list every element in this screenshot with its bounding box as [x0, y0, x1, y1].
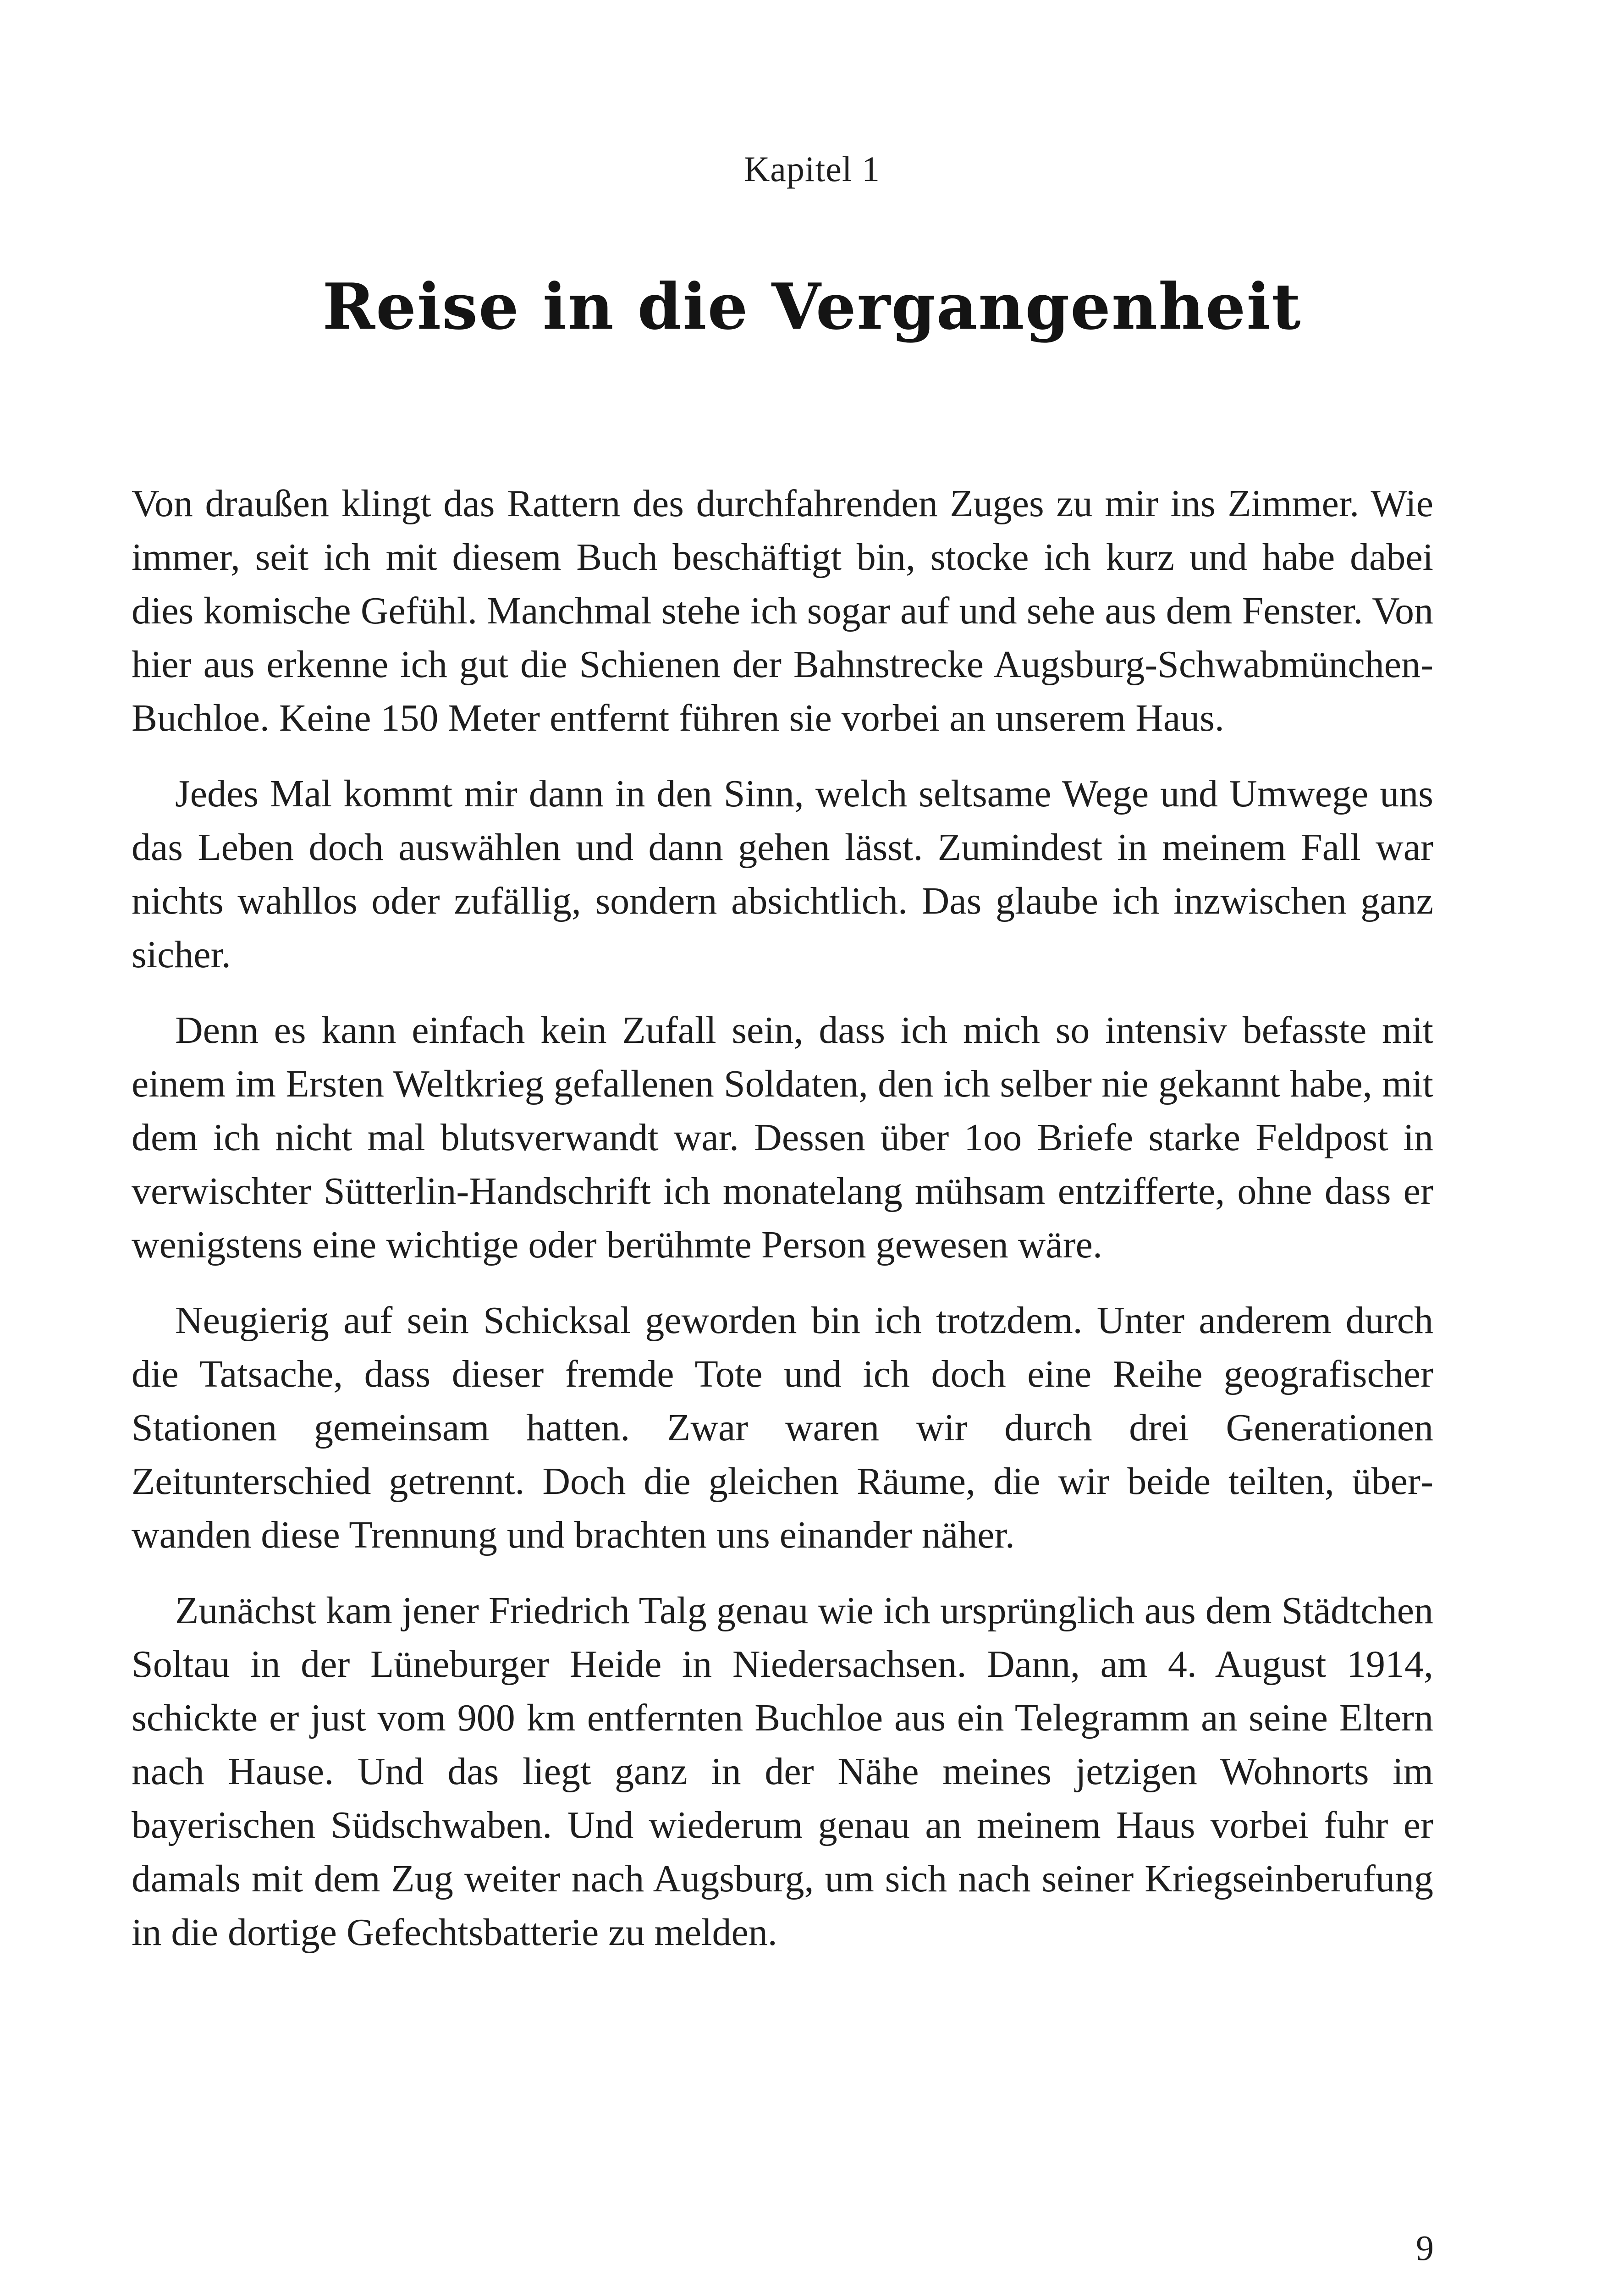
paragraph: Neugierig auf sein Schicksal geworden bin ich trotzdem. Unter anderem durch die Tatsache, dass dieser fremde Tote und ich doch eine Reihe geografischer Stationen gemeinsam hatten. Zwar waren wir durch drei Generationen Zeitunterschied getrennt. Doch die gleichen Räume, die wir beide teilten, überwanden diese Trennung und brachten uns einander näher.: [132, 1299, 1433, 1556]
paragraph: Denn es kann einfach kein Zufall sein, dass ich mich so intensiv befasste mit einem im Ersten Weltkrieg gefallenen Soldaten, den ich selber nie gekannt habe, mit dem ich nicht mal blutsverwandt war. Dessen über 1oo Briefe starke Feldpost in verwischter Sütterlin-Handschrift ich monatelang mühsam entzifferte, ohne dass er wenigstens eine wichtige oder berühmte Person gewesen wäre.: [132, 1009, 1433, 1266]
paragraph: Jedes Mal kommt mir dann in den Sinn, welch seltsame Wege und Umwege uns das Leben doch auswählen und dann gehen lässt. Zumindest in meinem Fall war nichts wahllos oder zufällig, sondern absichtlich. Das glaube ich inzwischen ganz sicher.: [132, 772, 1433, 976]
chapter-title: Reise in die Vergangenheit: [322, 269, 1302, 344]
body-text: [132, 477, 1433, 1981]
paragraph: Von draußen klingt das Rattern des durchfahrenden Zuges zu mir ins Zimmer. Wie immer, seit ich mit diesem Buch beschäftigt bin, stocke ich kurz und habe dabei dies komische Gefühl. Manchmal stehe ich sogar auf und sehe aus dem Fenster. Von hier aus erkenne ich gut die Schienen der Bahnstrecke Augsburg-Schwabmünchen-Buchloe. Keine 150 Meter entfernt führen sie vorbei an unserem Haus.: [132, 482, 1433, 739]
paragraph: Zunächst kam jener Friedrich Talg genau wie ich ursprünglich aus dem Städtchen Soltau in der Lüneburger Heide in Niedersachsen. Dann, am 4. August 1914, schickte er just vom 900 km entfernten Buchloe aus ein Telegramm an seine Eltern nach Hause. Und das liegt ganz in der Nähe meines jetzigen Wohnorts im bayerischen Südschwaben. Und wiederum genau an meinem Haus vorbei fuhr er damals mit dem Zug weiter nach Augsburg, um sich nach seiner Kriegseinberufung in die dortige Gefechtsbatterie zu melden.: [132, 1589, 1433, 1954]
chapter-label: Kapitel 1: [743, 149, 881, 189]
page-number: 9: [1416, 2228, 1434, 2268]
